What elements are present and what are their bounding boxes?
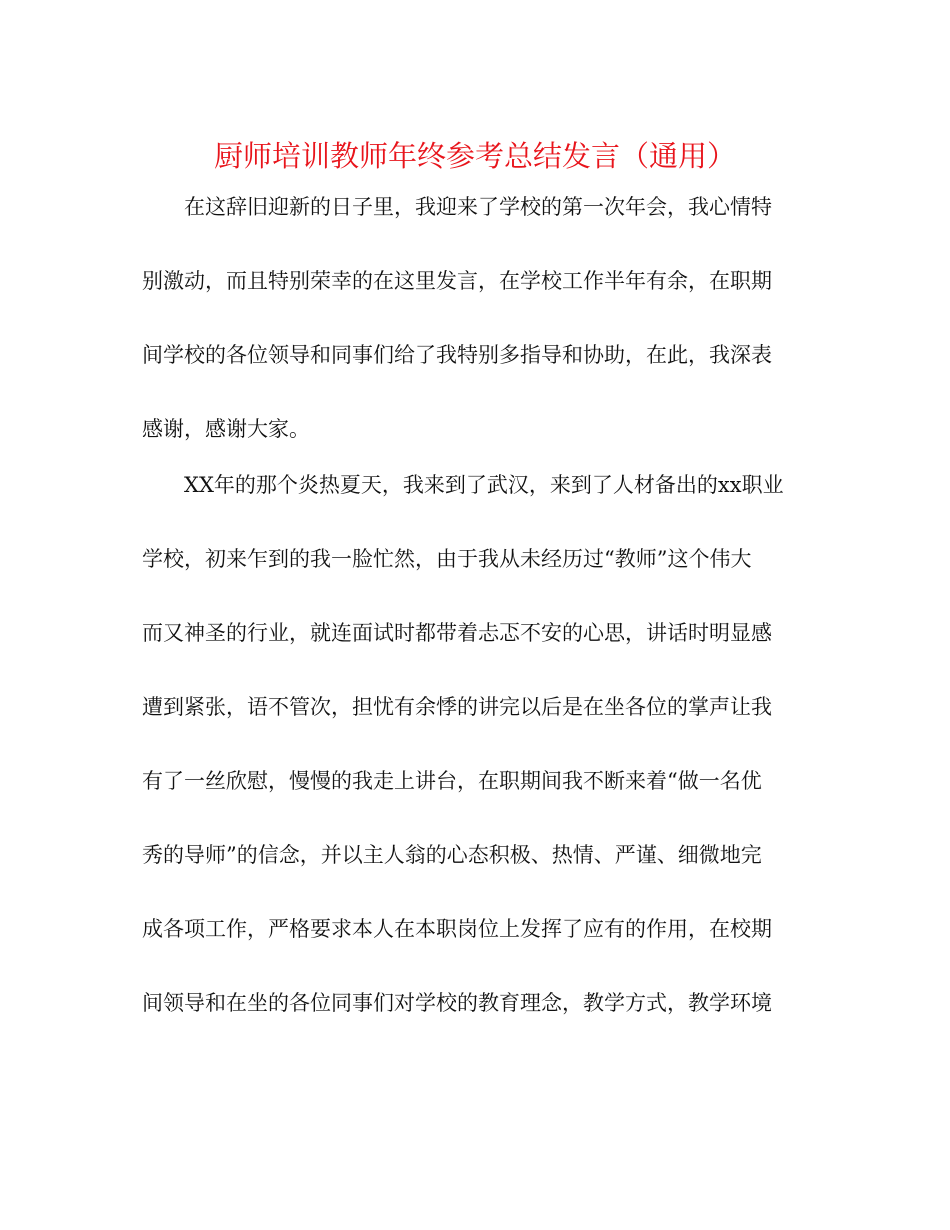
- paragraph-line: 秀的导师”的信念，并以主人翁的心态积极、热情、严谨、细微地完: [142, 843, 762, 867]
- paragraph-line: 感谢，感谢大家。: [142, 417, 310, 441]
- paragraph-line: XX年的那个炎热夏天，我来到了武汉，来到了人材备出的xx职业: [184, 473, 784, 497]
- document-title: 厨师培训教师年终参考总结发言（通用）: [213, 139, 736, 173]
- paragraph-line: 遭到紧张，语不管次，担忧有余悸的讲完以后是在坐各位的掌声让我: [142, 695, 772, 719]
- paragraph-1: [142, 187, 772, 483]
- paragraph-line: 成各项工作，严格要求本人在本职岗位上发挥了应有的作用，在校期: [142, 917, 772, 941]
- paragraph-line: 间学校的各位领导和同事们给了我特别多指导和协助，在此，我深表: [142, 343, 772, 367]
- paragraph-line: 而又神圣的行业，就连面试时都带着忐忑不安的心思，讲话时明显感: [142, 621, 772, 645]
- paragraph-line: 有了一丝欣慰，慢慢的我走上讲台，在职期间我不断来着“做一名优: [142, 769, 762, 793]
- paragraph-line: 别激动，而且特别荣幸的在这里发言，在学校工作半年有余，在职期: [142, 269, 772, 293]
- paragraph-line: 学校，初来乍到的我一脸忙然，由于我从未经历过“教师”这个伟大: [142, 547, 752, 571]
- paragraph-line: 在这辞旧迎新的日子里，我迎来了学校的第一次年会，我心情特: [184, 195, 772, 219]
- paragraph-2: [142, 465, 784, 1057]
- paragraph-line: 间领导和在坐的各位同事们对学校的教育理念，教学方式，教学环境: [142, 991, 772, 1015]
